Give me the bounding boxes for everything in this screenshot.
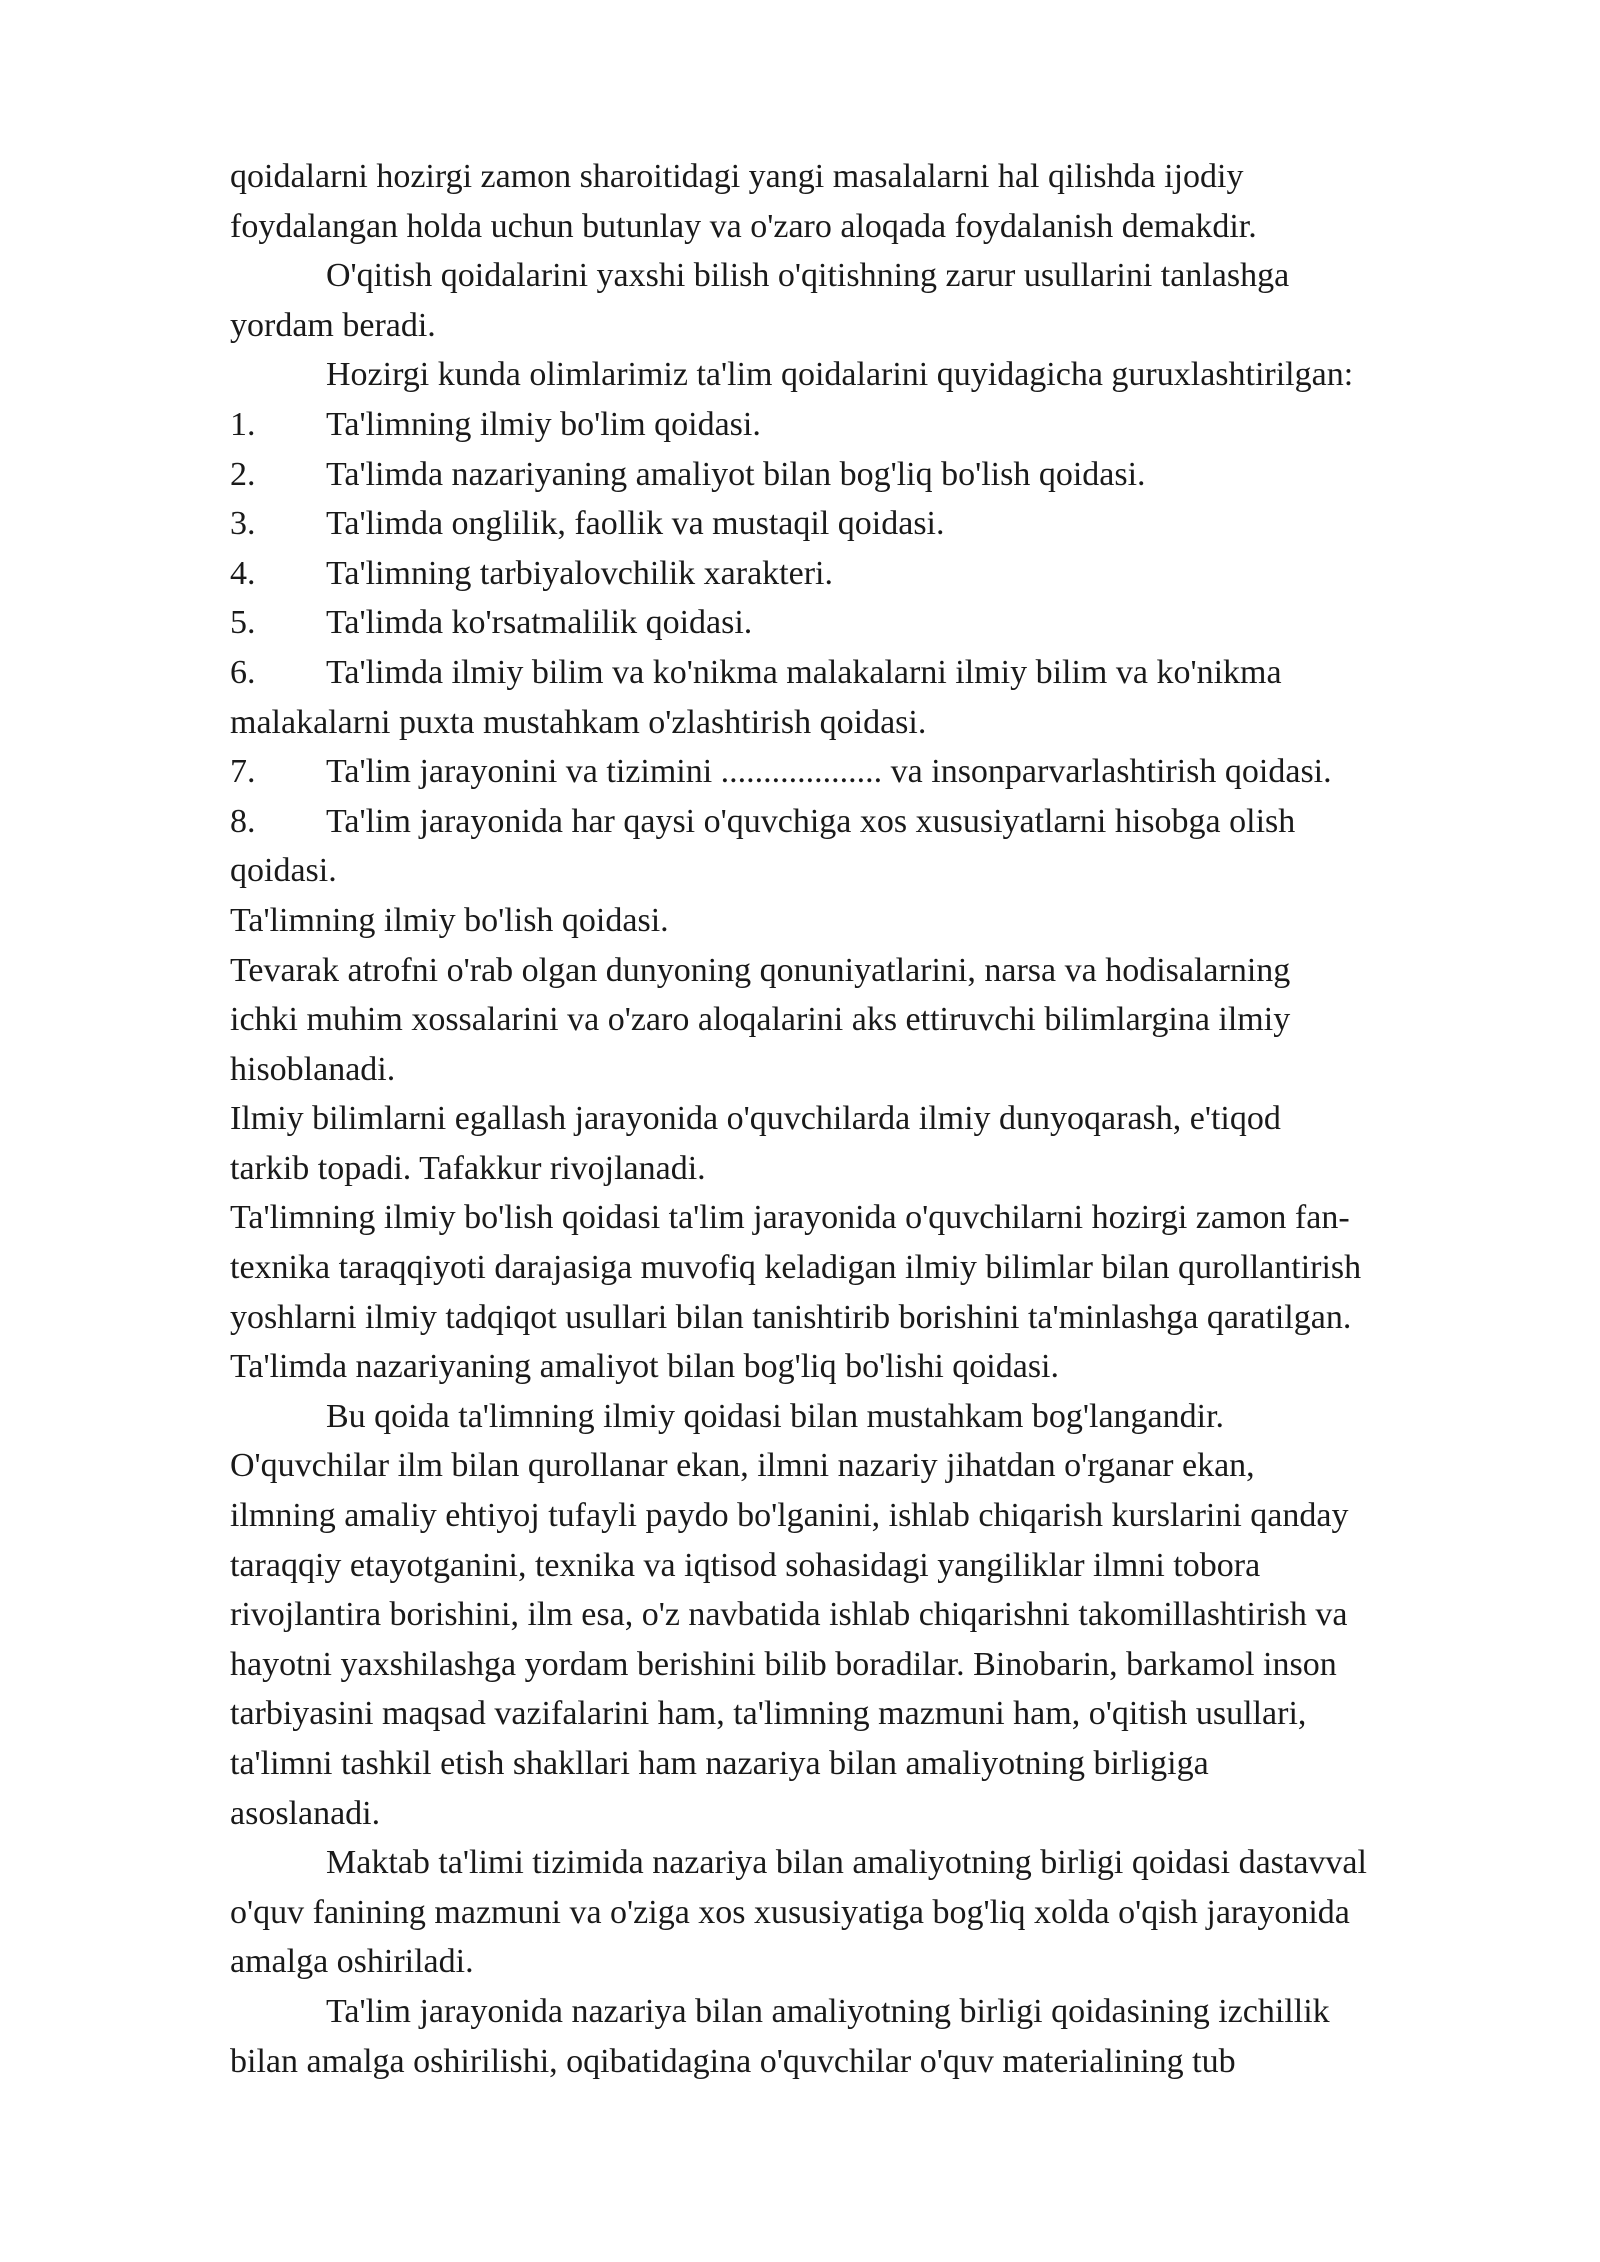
text-line: taraqqiy etayotganini, texnika va iqtisod sohasidagi yangiliklar ilmni tobora <box>230 1546 1261 1584</box>
list-item <box>230 450 1520 500</box>
list-item <box>230 747 1520 797</box>
paragraph-start: O'qitish qoidalarini yaxshi bilish o'qitishning zarur usullarini tanlashga <box>326 257 1290 295</box>
text-line: tarkib topadi. Tafakkur rivojlanadi. <box>230 1149 706 1187</box>
text-line: hayotni yaxshilashga yordam berishini bilib boradilar. Binobarin, barkamol inson <box>230 1645 1337 1683</box>
list-number: 3. <box>230 505 256 543</box>
list-item <box>230 598 1520 648</box>
list-item-continuation: qoidasi. <box>230 852 337 890</box>
list-text: Ta'lim jarayonini va tizimini ................... va insonparvarlashtirish qoidasi. <box>326 753 1332 791</box>
text-line: foydalangan holda uchun butunlay va o'zaro aloqada foydalanish demakdir. <box>230 207 1257 245</box>
list-item-continuation: malakalarni puxta mustahkam o'zlashtirish qoidasi. <box>230 703 927 741</box>
section-heading: Ta'limda nazariyaning amaliyot bilan bog'liq bo'lishi qoidasi. <box>230 1348 1059 1386</box>
text-line: o'quv fanining mazmuni va o'ziga xos xususiyatiga bog'liq xolda o'qish jarayonida <box>230 1893 1350 1931</box>
text-line: yordam beradi. <box>230 306 436 344</box>
text-line: texnika taraqqiyoti darajasiga muvofiq keladigan ilmiy bilimlar bilan qurollantirish <box>230 1249 1362 1287</box>
list-item <box>230 400 1520 450</box>
paragraph-start: Maktab ta'limi tizimida nazariya bilan amaliyotning birligi qoidasi dastavval <box>326 1844 1367 1882</box>
list-number: 7. <box>230 753 256 791</box>
list-text: Ta'limning tarbiyalovchilik xarakteri. <box>326 554 833 592</box>
paragraph-start: Bu qoida ta'limning ilmiy qoidasi bilan mustahkam bog'langandir. <box>326 1397 1225 1435</box>
text-line: yoshlarni ilmiy tadqiqot usullari bilan tanishtirib borishini ta'minlashga qaratilgan. <box>230 1298 1352 1336</box>
text-line: Ilmiy bilimlarni egallash jarayonida o'quvchilarda ilmiy dunyoqarash, e'tiqod <box>230 1100 1281 1138</box>
list-text: Ta'limda ilmiy bilim va ko'nikma malakalarni ilmiy bilim va ko'nikma <box>326 653 1282 691</box>
text-line: Ta'limning ilmiy bo'lish qoidasi ta'lim jarayonida o'quvchilarni hozirgi zamon fan- <box>230 1199 1350 1237</box>
document-body <box>230 152 1520 2086</box>
text-line: qoidalarni hozirgi zamon sharoitidagi yangi masalalarni hal qilishda ijodiy <box>230 158 1244 195</box>
text-line: O'quvchilar ilm bilan qurollanar ekan, ilmni nazariy jihatdan o'rganar ekan, <box>230 1447 1255 1485</box>
text-line: asoslanadi. <box>230 1794 381 1832</box>
text-line: ta'limni tashkil etish shakllari ham nazariya bilan amaliyotning birligiga <box>230 1745 1209 1782</box>
list-item <box>230 499 1520 549</box>
paragraph-start: Ta'lim jarayonida nazariya bilan amaliyotning birligi qoidasining izchillik <box>326 1992 1330 2030</box>
list-number: 4. <box>230 554 256 592</box>
list-text: Ta'limda ko'rsatmalilik qoidasi. <box>326 604 753 642</box>
list-number: 6. <box>230 653 256 691</box>
text-line: Tevarak atrofni o'rab olgan dunyoning qonuniyatlarini, narsa va hodisalarning <box>230 951 1291 989</box>
paragraph-start: Hozirgi kunda olimlarimiz ta'lim qoidalarini quyidagicha guruxlashtirilgan: <box>326 356 1354 394</box>
list-item <box>230 648 1520 698</box>
list-text: Ta'lim jarayonida har qaysi o'quvchiga xos xususiyatlarni hisobga olish <box>326 802 1296 840</box>
list-item <box>230 549 1520 599</box>
list-text: Ta'limda onglilik, faollik va mustaqil qoidasi. <box>326 505 945 543</box>
list-text: Ta'limning ilmiy bo'lim qoidasi. <box>326 405 761 443</box>
list-item <box>230 797 1520 847</box>
text-line: ichki muhim xossalarini va o'zaro aloqalarini aks ettiruvchi bilimlargina ilmiy <box>230 1001 1291 1039</box>
text-line: hisoblanadi. <box>230 1050 396 1088</box>
list-number: 5. <box>230 604 256 642</box>
text-line: tarbiyasini maqsad vazifalarini ham, ta'limning mazmuni ham, o'qitish usullari, <box>230 1695 1307 1733</box>
text-line: bilan amalga oshirilishi, oqibatidagina o'quvchilar o'quv materialining tub <box>230 2042 1236 2080</box>
list-number: 8. <box>230 802 256 840</box>
list-number: 2. <box>230 455 256 493</box>
text-line: rivojlantira borishini, ilm esa, o'z navbatida ishlab chiqarishni takomillashtirish va <box>230 1596 1348 1634</box>
list-text: Ta'limda nazariyaning amaliyot bilan bog'liq bo'lish qoidasi. <box>326 455 1146 493</box>
list-number: 1. <box>230 405 256 443</box>
section-heading: Ta'limning ilmiy bo'lish qoidasi. <box>230 901 669 939</box>
text-line: ilmning amaliy ehtiyoj tufayli paydo bo'lganini, ishlab chiqarish kurslarini qanday <box>230 1497 1349 1535</box>
text-line: amalga oshiriladi. <box>230 1943 474 1981</box>
